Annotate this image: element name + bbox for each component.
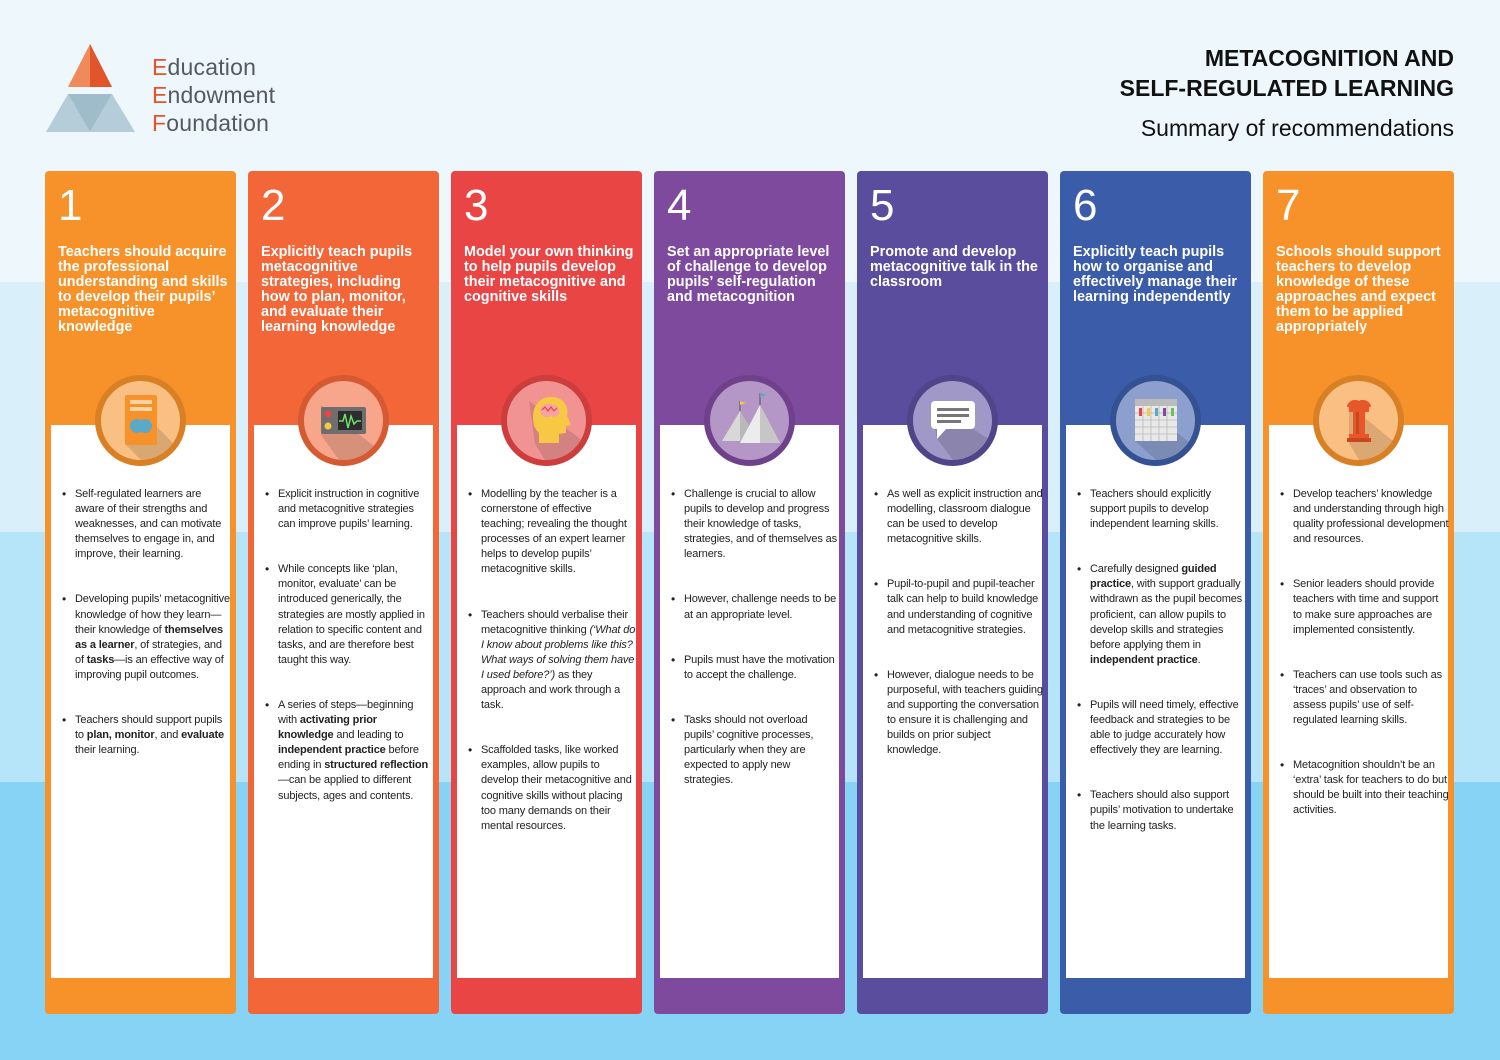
pillar-icon [1313,375,1404,466]
bullet-item [62,487,231,562]
recommendation-column-1 [45,171,236,1014]
bullet-text: —is an effective way of improving pupil outcomes. [75,653,224,681]
recommendation-heading: Set an appropriate level of challenge to develop pupils’ self-regulation and metacognition [667,244,830,305]
bullet-item [1280,668,1449,728]
recommendation-bullets [62,487,231,788]
recommendation-number: 6 [1073,181,1098,230]
bullet-text: A series of steps—beginning with [278,698,414,727]
bullet-text: , of strategies, and of [75,638,222,666]
recommendation-number: 1 [58,181,83,230]
bullet-text: , with support gradually withdrawn as the pupil becomes proficient, can allow pupils to develop skills and strategies before applying them in [1090,578,1243,651]
bullet-item [671,653,840,683]
bullet-text: Develop teachers’ knowledge and understanding through high quality professional development and resources. [1293,488,1449,546]
bullet-text: Teachers should also support pupils’ motivation to undertake the learning tasks. [1090,789,1234,832]
recommendation-column-7 [1263,171,1454,1014]
recommendation-bullets [1280,487,1449,849]
title-line-2: SELF-REGULATED LEARNING [1119,75,1454,101]
bullet-emphasis: independent practice [1090,653,1198,666]
page-subtitle: Summary of recommendations [1140,115,1454,141]
bullet-text: However, dialogue needs to be purposeful, with teachers guiding and supporting the conversation to ensure it is challenging and builds on prior subject knowledge. [887,668,1043,757]
speech-bubble-icon [907,375,998,466]
bullet-item [265,487,434,532]
bullet-emphasis: activating prior knowledge [278,714,377,742]
bullet-italic: (‘What do I know about problems like this? What ways of solving them have I used before?’) [481,623,636,681]
mountain-flags-icon [704,375,795,466]
control-panel-icon [298,375,389,466]
recommendation-column-3 [451,171,642,1014]
bullet-emphasis: plan, monitor [86,729,155,742]
bullet-text: and leading to [333,729,404,742]
bullet-text: —can be applied to different subjects, ages and contents. [278,774,414,802]
thinking-head-icon [501,375,592,466]
bullet-text: Pupils must have the motivation to accept the challenge. [684,653,835,681]
bullet-text: While concepts like ‘plan, monitor, evaluate’ can be introduced generically, the strategies are mostly applied in relation to specific content and tasks, and are therefore best taught this way. [278,563,425,666]
bullet-text: Pupils will need timely, effective feedback and strategies to be able to judge accurately how effectively they are learning. [1090,698,1239,757]
recommendation-number: 2 [261,181,286,230]
book-brain-icon [95,375,186,466]
bullet-text: Teachers should support pupils to [75,714,223,742]
recommendation-bullets [265,487,434,834]
bullet-item [265,562,434,668]
bullet-text: Senior leaders should provide teachers with time and support to make sure approaches are implemented consistently. [1293,578,1439,636]
recommendation-column-5 [857,171,1048,1014]
bullet-text: Tasks should not overload pupils’ cognitive processes, particularly when they are expected to apply new strategies. [684,713,814,787]
recommendation-heading: Promote and develop metacognitive talk in the classroom [870,244,1038,290]
recommendation-heading: Explicitly teach pupils how to organise and effectively manage their learning independently [1073,244,1237,305]
bullet-text: . [1197,653,1201,666]
page-title [1120,43,1454,143]
bullet-item [1077,562,1246,668]
eef-wordmark: Education Endowment Foundation [152,54,276,136]
bullet-text: Developing pupils’ metacognitive knowledge of how they learn—their knowledge of [75,593,230,636]
eef-triangle-icon [46,44,146,136]
recommendation-heading: Explicitly teach pupils metacognitive strategies, including how to plan, monitor, and evaluate their learning knowledge [261,244,413,335]
bullet-item [671,592,840,622]
bullet-text: Modelling by the teacher is a cornerstone of effective teaching; revealing the thought processes of an expert learner helps to develop pupils’ metacognitive skills. [481,488,627,576]
bullet-item [468,487,637,578]
bullet-text: Carefully designed [1090,563,1182,576]
bullet-text: Explicit instruction in cognitive and metacognitive strategies can improve pupils’ learning. [278,488,420,531]
recommendation-bullets [1077,487,1246,864]
bullet-text: Pupil-to-pupil and pupil-teacher talk can help to build knowledge and understanding of cognitive and metacognitive strategies. [887,578,1039,636]
bullet-text: As well as explicit instruction and modelling, classroom dialogue can be used to develop metacognitive skills. [887,488,1043,546]
bullet-emphasis: structured reflection [324,759,429,772]
recommendation-bullets [874,487,1043,788]
calendar-planner-icon [1110,375,1201,466]
bullet-text: , and [154,729,182,742]
bullet-text: their learning. [75,744,140,757]
recommendation-bullets [468,487,637,864]
bullet-text: Scaffolded tasks, like worked examples, allow pupils to develop their metacognitive and cognitive skills without placing too many demands on their mental resources. [481,744,632,832]
bullet-text: Challenge is crucial to allow pupils to develop and progress their knowledge of tasks, strategies, and of themselves as learners. [684,488,837,561]
bullet-item [62,713,231,758]
recommendation-heading: Model your own thinking to help pupils develop their metacognitive and cognitive skills [464,244,634,305]
bullet-text: Metacognition shouldn’t be an ‘extra’ task for teachers to do but should be built into their teaching activities. [1293,759,1449,817]
recommendation-number: 3 [464,181,489,230]
recommendation-heading: Teachers should acquire the professional understanding and skills to develop their pupils’ metacognitive knowledge [58,244,228,335]
bullet-item [62,592,231,683]
recommendation-bullets [671,487,840,818]
bullet-text: before ending in [278,744,419,772]
recommendation-number: 4 [667,181,692,230]
recommendation-number: 7 [1276,181,1301,230]
bullet-item [1077,698,1246,758]
bullet-item [874,577,1043,637]
bullet-item [671,487,840,562]
bullet-item [1077,788,1246,833]
recommendation-column-4 [654,171,845,1014]
recommendation-column-6 [1060,171,1251,1014]
bullet-item [1077,487,1246,532]
bullet-item [1280,577,1449,637]
bullet-text: However, challenge needs to be at an appropriate level. [684,593,837,621]
bullet-item [1280,487,1449,547]
bullet-item [874,487,1043,547]
bullet-text: Teachers should explicitly support pupils to develop independent learning skills. [1090,488,1219,531]
bullet-item [265,698,434,804]
recommendation-number: 5 [870,181,895,230]
eef-logo [46,44,306,136]
bullet-emphasis: themselves as a learner [75,623,223,651]
bullet-text: Self-regulated learners are aware of their strengths and weaknesses, and can motivate themselves to engage in, and improve, their learning. [75,488,222,561]
bullet-emphasis: independent practice [278,744,386,757]
bullet-emphasis: tasks [86,653,115,666]
bullet-item [468,608,637,714]
bullet-item [468,743,637,834]
bullet-text: Teachers can use tools such as ‘traces’ and observation to assess pupils’ use of self-regulated learning skills. [1293,668,1442,727]
title-line-1: METACOGNITION AND [1204,45,1454,71]
recommendation-column-2 [248,171,439,1014]
bullet-emphasis: evaluate [181,729,224,742]
bullet-item [671,713,840,788]
bullet-item [874,668,1043,759]
bullet-text: as they approach and work through a task. [481,668,621,712]
bullet-emphasis: guided practice [1090,563,1217,591]
bullet-item [1280,758,1449,818]
recommendation-heading: Schools should support teachers to develop knowledge of these approaches and expect them to be applied appropriately [1276,244,1441,335]
bullet-text: Teachers should verbalise their metacognitive thinking [481,608,628,636]
